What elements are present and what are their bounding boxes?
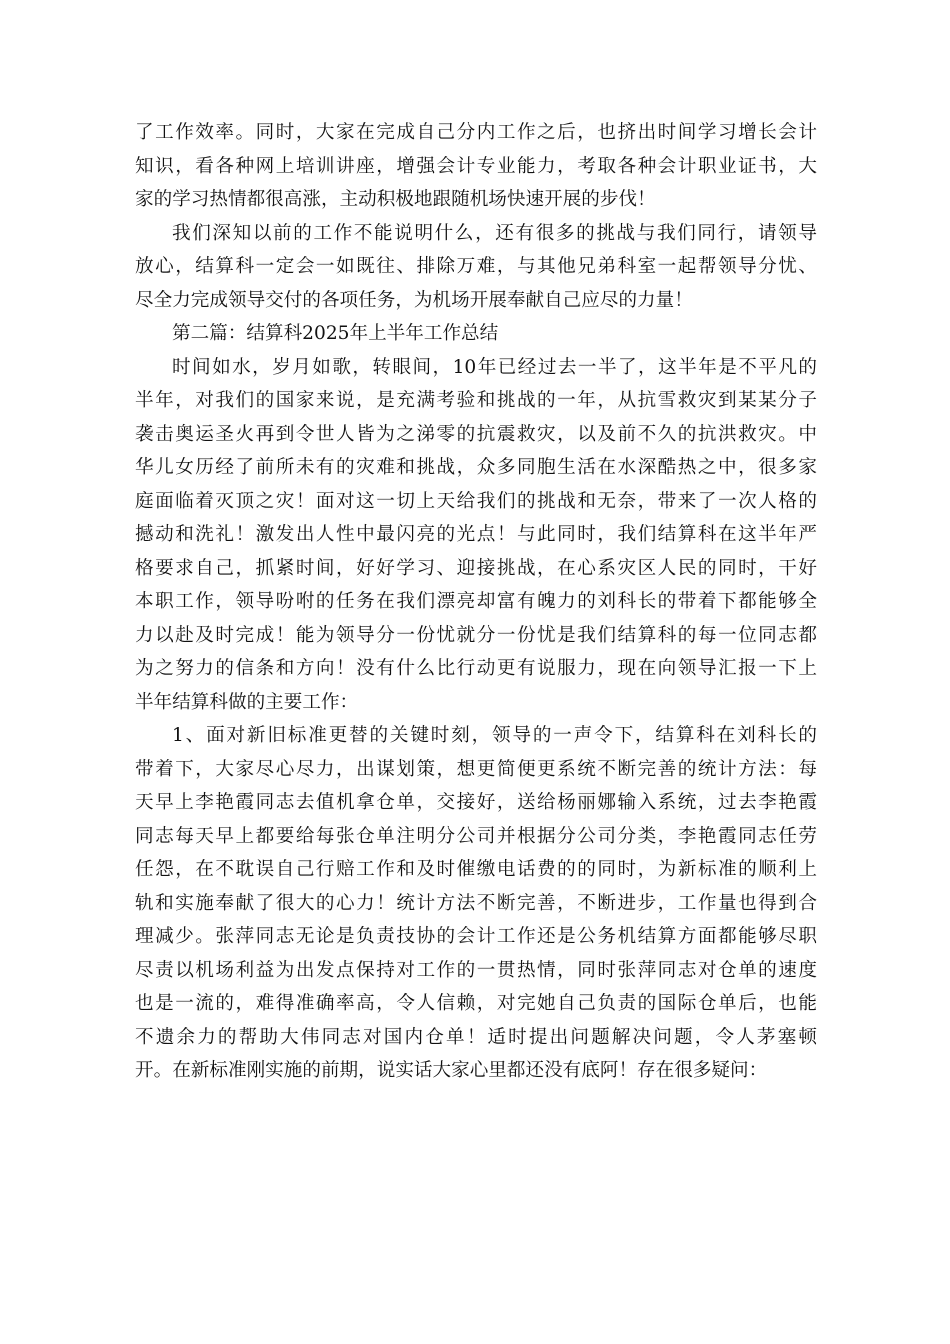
text-line: 带着下，大家尽心尽力，出谋划策，想更简便更系统不断完善的统计方法：每: [135, 758, 817, 780]
text-line: 不遗余力的帮助大伟同志对国内仓单！适时提出问题解决问题，令人茅塞顿: [135, 1026, 817, 1048]
text-line: 庭面临着灭顶之灾！面对这一切上天给我们的挑战和无奈，带来了一次人格的: [135, 490, 817, 512]
text-line: 尽责以机场利益为出发点保持对工作的一贯热情，同时张萍同志对仓单的速度: [135, 959, 817, 981]
paragraph: [135, 719, 817, 1088]
paragraph: [135, 116, 817, 217]
paragraph: [135, 351, 817, 720]
text-line: 放心，结算科一定会一如既往、排除万难，与其他兄弟科室一起帮领导分忧、: [135, 256, 817, 277]
text-line: 撼动和洗礼！激发出人性中最闪亮的光点！与此同时，我们结算科在这半年严: [135, 524, 817, 545]
text-line: 格要求自己，抓紧时间，好好学习、迎接挑战，在心系灾区人民的同时，干好: [135, 557, 817, 579]
text-line: 也是一流的，难得准确率高，令人信赖，对完她自己负责的国际仓单后，也能: [135, 993, 817, 1014]
text-line: 时间如水，岁月如歌，转眼间，10年已经过去一半了，这半年是不平凡的: [172, 356, 817, 378]
paragraph: [135, 217, 817, 318]
text-line: 尽全力完成领导交付的各项任务，为机场开展奉献自己应尽的力量！: [135, 289, 693, 311]
text-line: 开。在新标准刚实施的前期，说实话大家心里都还没有底阿！存在很多疑问：: [135, 1060, 768, 1081]
text-line: 1、面对新旧标准更替的关键时刻，领导的一声令下，结算科在刘科长的: [172, 725, 817, 746]
text-line: 半年结算科做的主要工作：: [135, 691, 359, 713]
heading-line: 第二篇：结算科2025年上半年工作总结: [172, 323, 499, 344]
text-line: 半年，对我们的国家来说，是充满考验和挑战的一年，从抗雪救灾到某某分子: [135, 390, 817, 411]
text-line: 袭击奥运圣火再到令世人皆为之涕零的抗震救灾，以及前不久的抗洪救灾。中: [135, 423, 817, 445]
section-heading: [135, 317, 817, 351]
text-line: 同志每天早上都要给每张仓单注明分公司并根据分公司分类，李艳霞同志任劳: [135, 825, 817, 847]
text-line: 知识，看各种网上培训讲座，增强会计专业能力，考取各种会计职业证书，大: [135, 155, 817, 177]
text-line: 家的学习热情都很高涨，主动积极地跟随机场快速开展的步伐！: [135, 189, 656, 210]
text-line: 本职工作，领导吩咐的任务在我们漂亮却富有魄力的刘科长的带着下都能够全: [135, 591, 817, 612]
text-line: 任怨，在不耽误自己行赔工作和及时催缴电话费的的同时，为新标准的顺利上: [135, 859, 817, 880]
document-body: [135, 116, 817, 1088]
text-line: 为之努力的信条和方向！没有什么比行动更有说服力，现在向领导汇报一下上: [135, 658, 817, 679]
text-line: 华儿女历经了前所未有的灾难和挑战，众多同胞生活在水深酷热之中，很多家: [135, 457, 817, 478]
text-line: 我们深知以前的工作不能说明什么，还有很多的挑战与我们同行，请领导: [172, 222, 817, 244]
text-line: 轨和实施奉献了很大的心力！统计方法不断完善，不断进步，工作量也得到合: [135, 892, 817, 914]
text-line: 天早上李艳霞同志去值机拿仓单，交接好，送给杨丽娜输入系统，过去李艳霞: [135, 792, 817, 813]
text-line: 理减少。张萍同志无论是负责技协的会计工作还是公务机结算方面都能够尽职: [135, 926, 817, 947]
text-line: 了工作效率。同时，大家在完成自己分内工作之后，也挤出时间学习增长会计: [135, 122, 817, 143]
text-line: 力以赴及时完成！能为领导分一份忧就分一份忧是我们结算科的每一位同志都: [135, 624, 817, 646]
